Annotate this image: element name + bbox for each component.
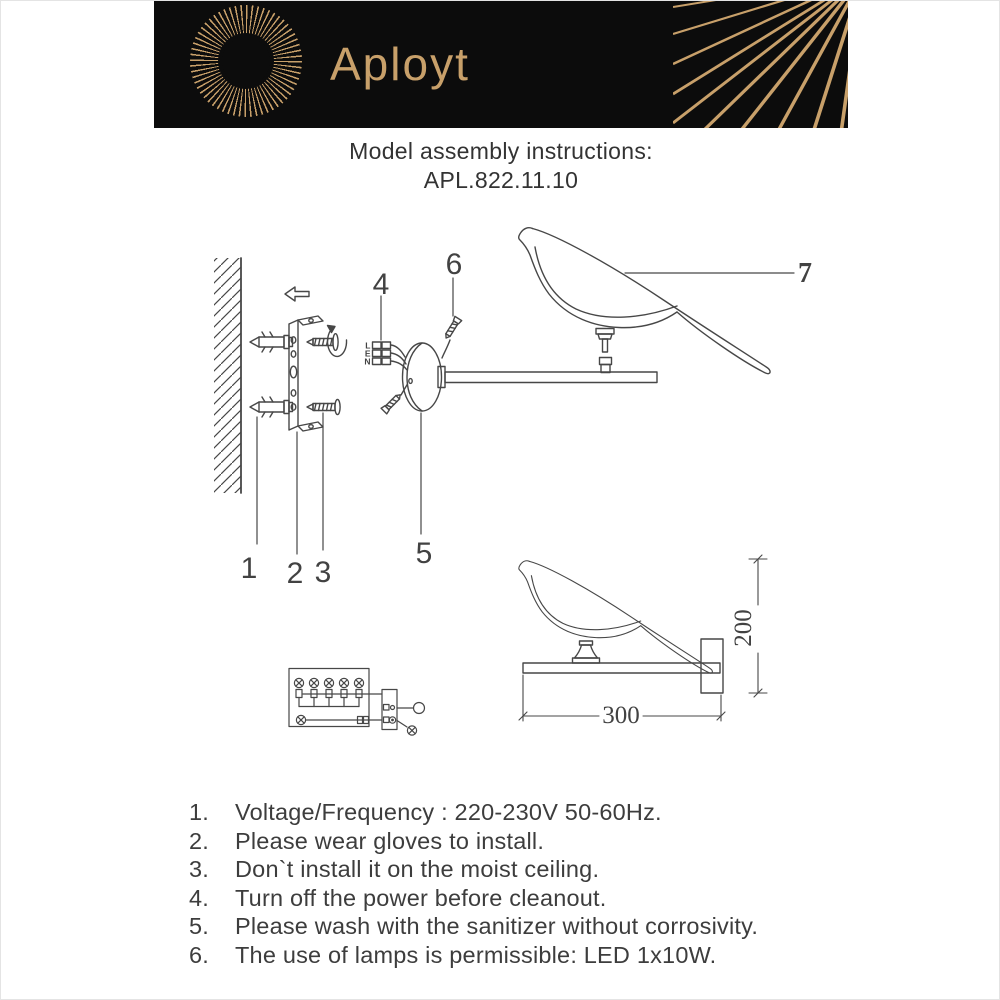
- brand-name: Aployt: [330, 37, 470, 90]
- part-label-6: 6: [445, 248, 463, 281]
- instruction-item: [189, 855, 879, 884]
- part-label-5: 5: [415, 537, 433, 570]
- instruction-number: 4.: [189, 884, 209, 911]
- instruction-text: Don`t install it on the moist ceiling.: [235, 856, 600, 883]
- instruction-item: [189, 827, 879, 856]
- instruction-text: Please wear gloves to install.: [235, 827, 545, 854]
- sunburst-center: [222, 37, 270, 85]
- instructions-list: [189, 798, 879, 970]
- mounting-bracket: [289, 316, 323, 431]
- dim-lamp-arm: [523, 663, 720, 673]
- screw-with-rotation: [307, 326, 347, 357]
- part-label-4: 4: [372, 268, 390, 301]
- assembly-diagram: [151, 216, 871, 751]
- leader-lines: [257, 273, 794, 554]
- title-block: [1, 137, 1000, 195]
- instruction-number: 5.: [189, 913, 209, 940]
- part-label-2: 2: [286, 557, 304, 590]
- direction-arrow-icon: [285, 287, 309, 301]
- bird-pedestal: [573, 641, 600, 663]
- instruction-number: 6.: [189, 941, 209, 968]
- model-number: APL.822.11.10: [423, 167, 579, 193]
- terminal-block: [364, 341, 407, 371]
- instruction-item: [189, 912, 879, 941]
- wiring-diagram: [289, 669, 425, 736]
- sunburst-icon: [190, 5, 302, 117]
- instruction-text: The use of lamps is permissible: LED 1x10W.: [235, 941, 717, 968]
- corner-rays-decoration: [673, 1, 848, 128]
- header-banner: [154, 1, 848, 128]
- canopy-screw-top: [442, 316, 462, 358]
- instruction-item: [189, 941, 879, 970]
- lamp-arm: [438, 358, 657, 388]
- dimension-height-label: 200: [730, 609, 757, 647]
- instruction-item: [189, 884, 879, 913]
- part-label-1: 1: [240, 552, 258, 585]
- instruction-text: Please wash with the sanitizer without corrosivity.: [235, 913, 759, 940]
- terminal-label-earth: E: [364, 348, 371, 359]
- terminal-label-live: L: [365, 340, 371, 351]
- wall-section: [214, 258, 241, 493]
- dimension-drawing: [519, 555, 767, 729]
- instruction-text: Voltage/Frequency : 220-230V 50-60Hz.: [235, 799, 662, 825]
- part-label-3: 3: [314, 556, 332, 589]
- page-title: Model assembly instructions:: [349, 138, 653, 164]
- instruction-text: Turn off the power before cleanout.: [235, 884, 607, 911]
- part-label-7: 7: [798, 258, 812, 289]
- terminal-label-neutral: N: [364, 356, 371, 367]
- wall-anchor-top: [250, 332, 293, 352]
- dimension-width-label: 300: [602, 702, 640, 729]
- wall-anchor-bottom: [250, 397, 293, 417]
- bird-peg: [596, 329, 614, 353]
- instruction-item: [189, 798, 879, 827]
- instruction-number: 1.: [189, 799, 209, 825]
- bird-lamp-figure: [519, 228, 770, 374]
- instruction-number: 2.: [189, 827, 209, 854]
- instruction-number: 3.: [189, 856, 209, 883]
- mounting-screw: [307, 399, 340, 414]
- canopy: [403, 343, 442, 411]
